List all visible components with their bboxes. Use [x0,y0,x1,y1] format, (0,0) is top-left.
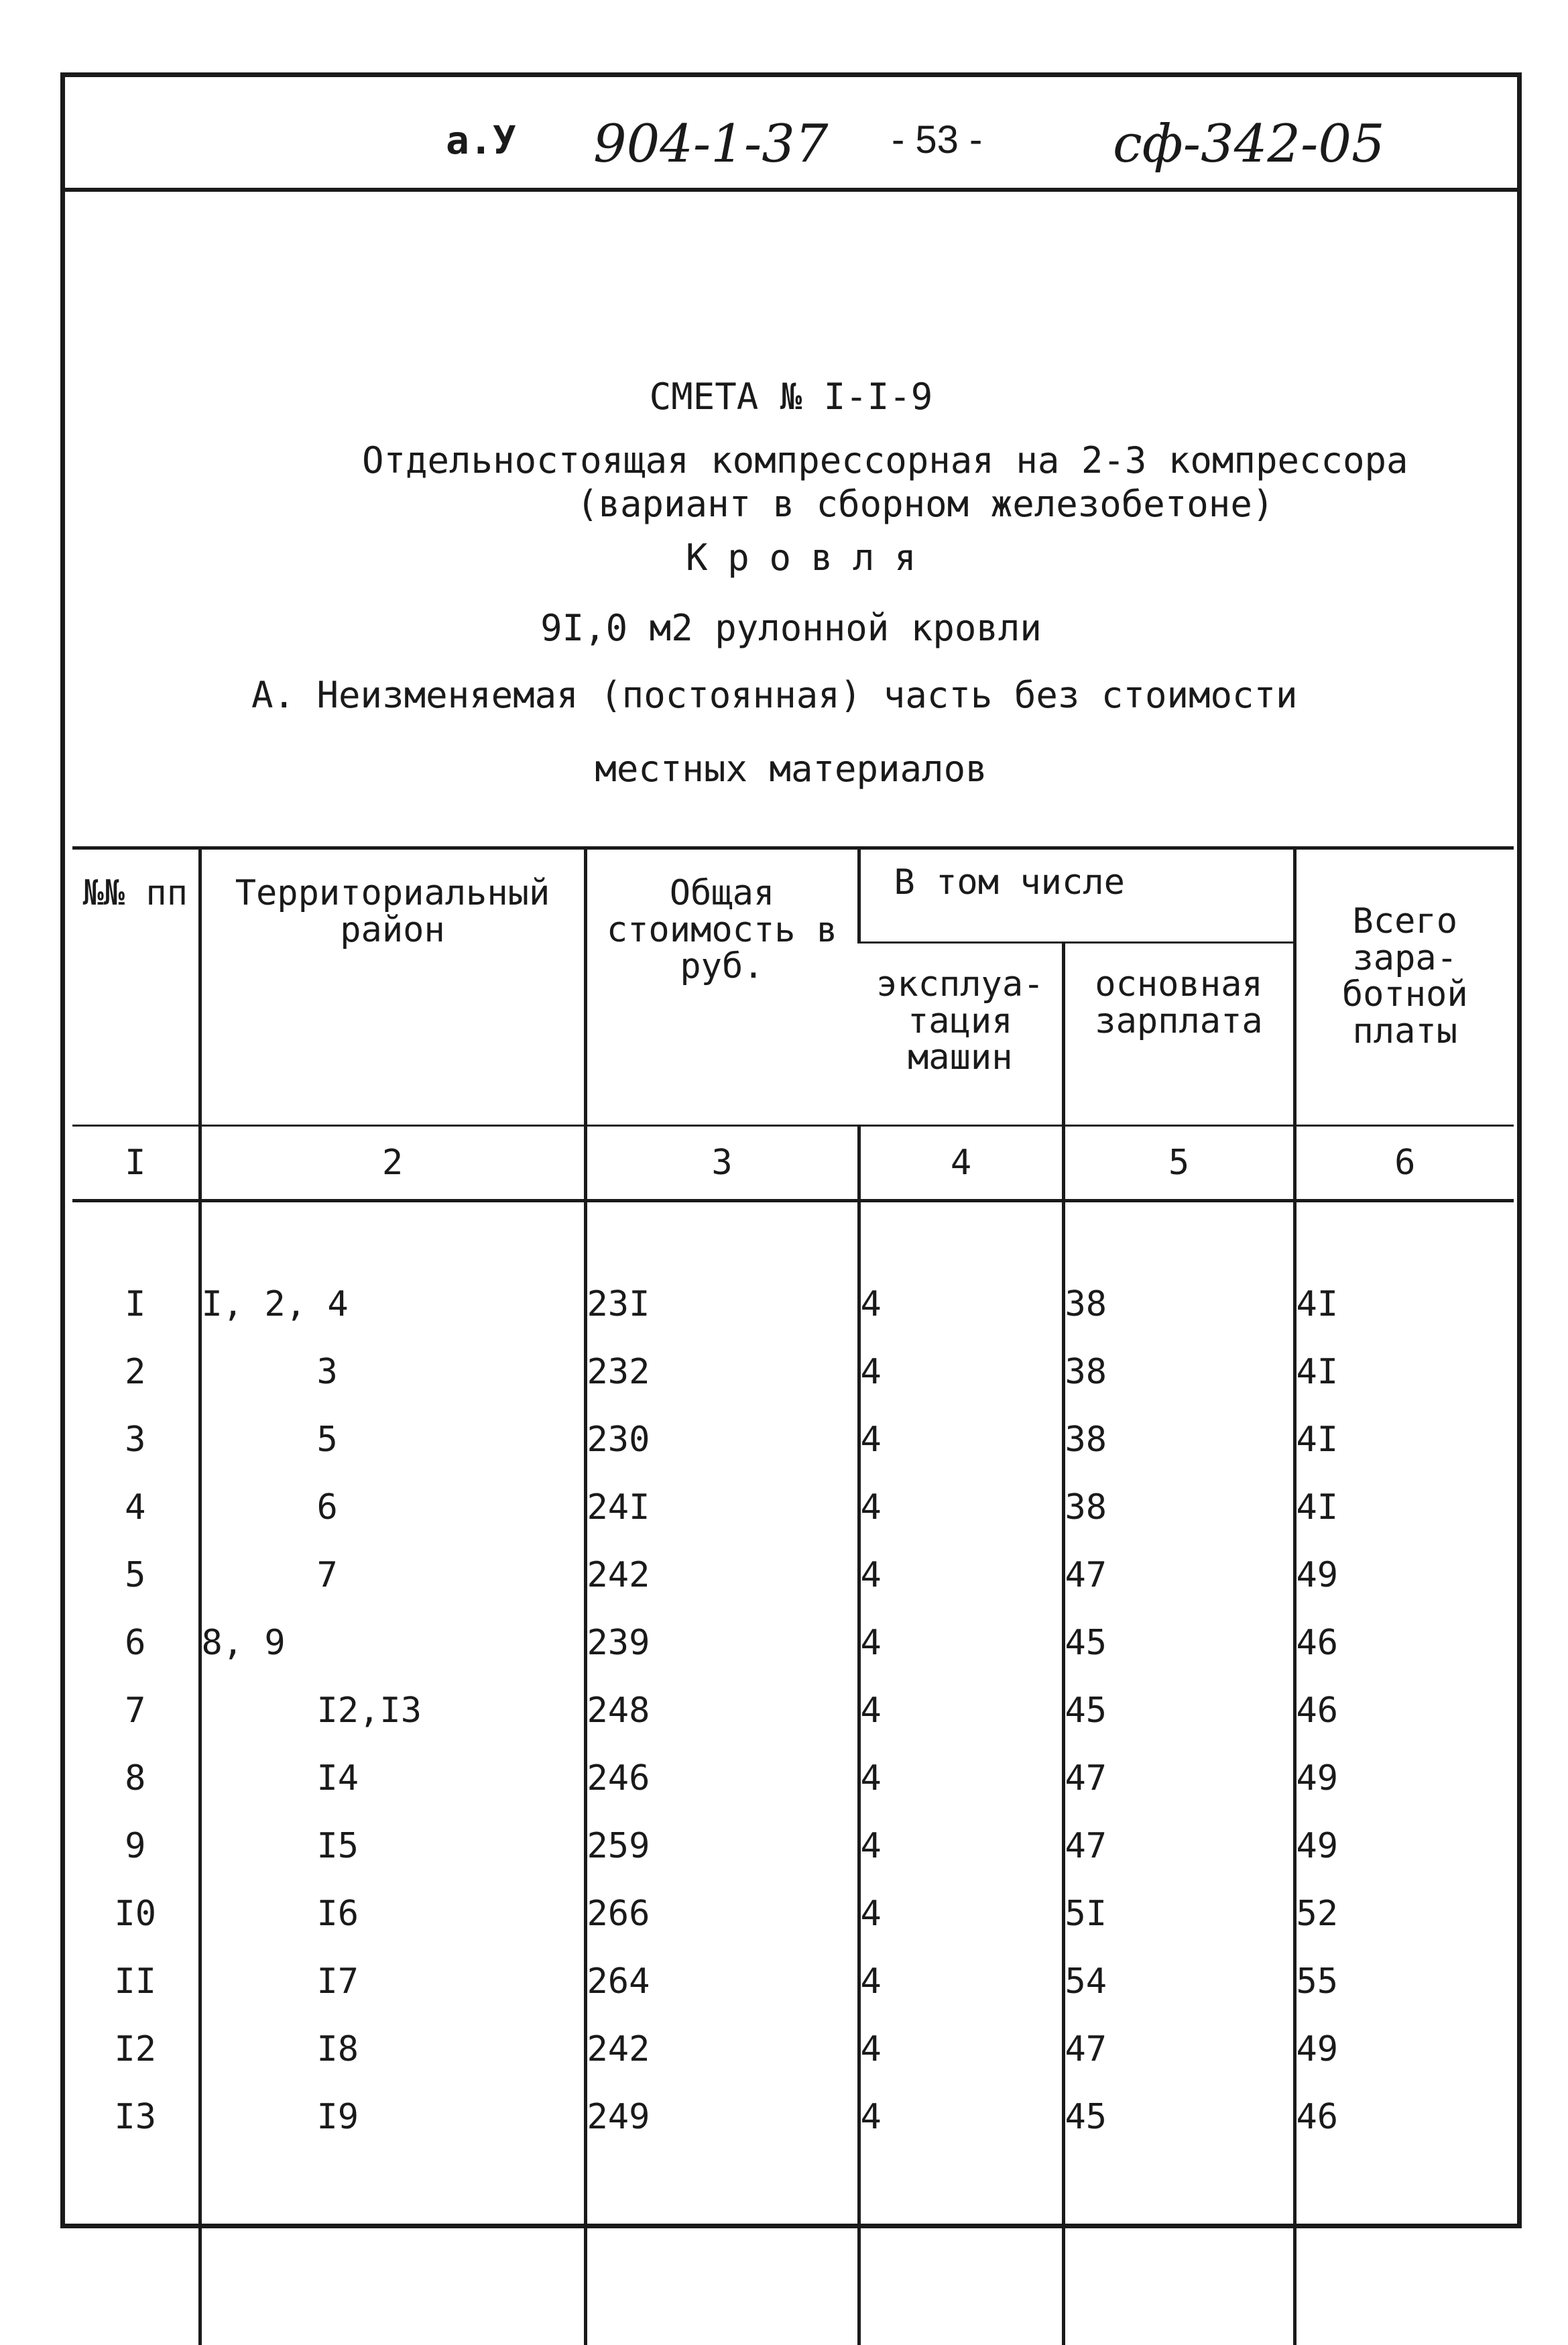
cell-total-cost: 24I [585,1473,859,1541]
cell-region: 7 [200,1541,585,1609]
cell-total-wages: 46 [1294,1676,1514,1744]
cell-total-wages: 49 [1294,2015,1514,2083]
table-row [72,1406,1514,1473]
cell-row-number: 8 [125,1758,146,1798]
table-row [72,1609,1514,1676]
cell-row-number: 6 [125,1622,146,1663]
cell-total-wages: 49 [1294,1541,1514,1609]
header-machines: эксплуа- тация машин [876,964,1044,1078]
cell-base-salary: 38 [1063,1406,1294,1473]
cell-total-wages: 46 [1294,2083,1514,2151]
cell-total-cost: 246 [585,1744,859,1812]
table-row [72,2015,1514,2083]
cell-total-wages: 4I [1294,1473,1514,1541]
cell-machines: 4 [859,2083,1063,2151]
cell-total-cost: 266 [585,1880,859,1947]
cell-base-salary: 47 [1063,2015,1294,2083]
cell-total-cost: 264 [585,1947,859,2015]
cell-total-wages: 4I [1294,1270,1514,1338]
stamp-divider [60,188,1522,192]
cell-total-wages: 4I [1294,1406,1514,1473]
cell-machines: 4 [859,1880,1063,1947]
estimate-table [72,846,1514,2345]
cell-machines: 4 [859,1947,1063,2015]
cell-row-number: 3 [125,1419,146,1460]
cell-region: 3 [200,1338,585,1406]
cell-region: 8, 9 [200,1609,585,1676]
cell-row-number: I0 [114,1893,157,1934]
column-number: 3 [585,1126,859,1201]
table-row [72,1744,1514,1812]
header-base-salary: основная зарплата [1063,943,1294,1126]
cell-row-number: 7 [125,1690,146,1731]
cell-row-number: I [125,1283,146,1324]
cell-machines: 4 [859,1541,1063,1609]
document-title: СМЕТА № I-I-9 [649,376,933,418]
table-row [72,1880,1514,1947]
cell-region: I7 [200,1947,585,2015]
cell-region: I6 [200,1880,585,1947]
column-number: 2 [200,1126,585,1201]
cell-row-number: I3 [114,2096,157,2137]
stamp-sheet: сф-342-05 [1113,114,1385,174]
cell-base-salary: 45 [1063,1609,1294,1676]
cell-machines: 4 [859,1609,1063,1676]
cell-total-cost: 230 [585,1406,859,1473]
stamp-prefix: а.У [446,117,516,163]
cell-total-cost: 248 [585,1676,859,1744]
cell-region: I5 [200,1812,585,1880]
part-line1: А. Неизменяемая (постоянная) часть без стоимости [251,674,1298,716]
cell-base-salary: 38 [1063,1270,1294,1338]
cell-base-salary: 38 [1063,1338,1294,1406]
table-row [72,1947,1514,2015]
cell-region: 6 [200,1473,585,1541]
cell-total-cost: 259 [585,1812,859,1880]
document-subtitle-line2: (вариант в сборном железобетоне) [577,483,1274,525]
cell-total-wages: 46 [1294,1609,1514,1676]
column-number: 5 [1063,1126,1294,1201]
cell-total-cost: 249 [585,2083,859,2151]
table-row [72,1473,1514,1541]
cell-base-salary: 47 [1063,1812,1294,1880]
column-number: I [72,1126,200,1201]
cell-row-number: 4 [125,1487,146,1528]
cell-machines: 4 [859,2015,1063,2083]
table-row [72,1270,1514,1338]
cell-region: I9 [200,2083,585,2151]
page-number: - 53 - [892,118,983,162]
cell-base-salary: 47 [1063,1541,1294,1609]
cell-machines: 4 [859,1812,1063,1880]
cell-row-number: 5 [125,1554,146,1595]
cell-base-salary: 5I [1063,1880,1294,1947]
cell-row-number: II [114,1961,157,2002]
cell-total-cost: 239 [585,1609,859,1676]
document-subtitle-line1: Отдельностоящая компрессорная на 2-3 компрессора [362,439,1408,481]
column-number: 4 [859,1126,1063,1201]
cell-total-wages: 49 [1294,1744,1514,1812]
cell-total-wages: 4I [1294,1338,1514,1406]
cell-region: I2,I3 [200,1676,585,1744]
table-row [72,1812,1514,1880]
cell-total-wages: 55 [1294,1947,1514,2015]
cell-total-cost: 242 [585,1541,859,1609]
cell-base-salary: 54 [1063,1947,1294,2015]
cell-base-salary: 45 [1063,1676,1294,1744]
part-line2: местных материалов [595,748,987,790]
cell-machines: 4 [859,1744,1063,1812]
cell-machines: 4 [859,1406,1063,1473]
header-region: Территориальный район [200,848,585,1126]
header-total-wages: Всего зара- ботной платы [1294,848,1514,1126]
cell-machines: 4 [859,1473,1063,1541]
cell-total-wages: 49 [1294,1812,1514,1880]
table-row [72,2083,1514,2151]
header-row-number: №№ пп [72,848,200,1126]
header-including-group: В том числе [859,848,1294,943]
cell-machines: 4 [859,1270,1063,1338]
stamp-code: 904-1-37 [593,114,829,174]
cell-base-salary: 45 [1063,2083,1294,2151]
cell-total-cost: 242 [585,2015,859,2083]
quantity-line: 9I,0 м2 рулонной кровли [540,607,1042,649]
cell-row-number: 2 [125,1351,146,1392]
section-title: Кровля [686,536,937,579]
column-number: 6 [1294,1126,1514,1201]
table-row [72,1676,1514,1744]
cell-machines: 4 [859,1676,1063,1744]
table-row [72,1541,1514,1609]
cell-base-salary: 38 [1063,1473,1294,1541]
cell-total-cost: 232 [585,1338,859,1406]
cell-row-number: I2 [114,2028,157,2069]
table-row [72,1338,1514,1406]
cell-region: I8 [200,2015,585,2083]
cell-region: I4 [200,1744,585,1812]
header-total-cost: Общая стоимость в руб. [585,848,859,1126]
cell-total-wages: 52 [1294,1880,1514,1947]
cell-region: I, 2, 4 [200,1270,585,1338]
cell-region: 5 [200,1406,585,1473]
cell-machines: 4 [859,1338,1063,1406]
cell-base-salary: 47 [1063,1744,1294,1812]
cell-row-number: 9 [125,1825,146,1866]
cell-total-cost: 23I [585,1270,859,1338]
